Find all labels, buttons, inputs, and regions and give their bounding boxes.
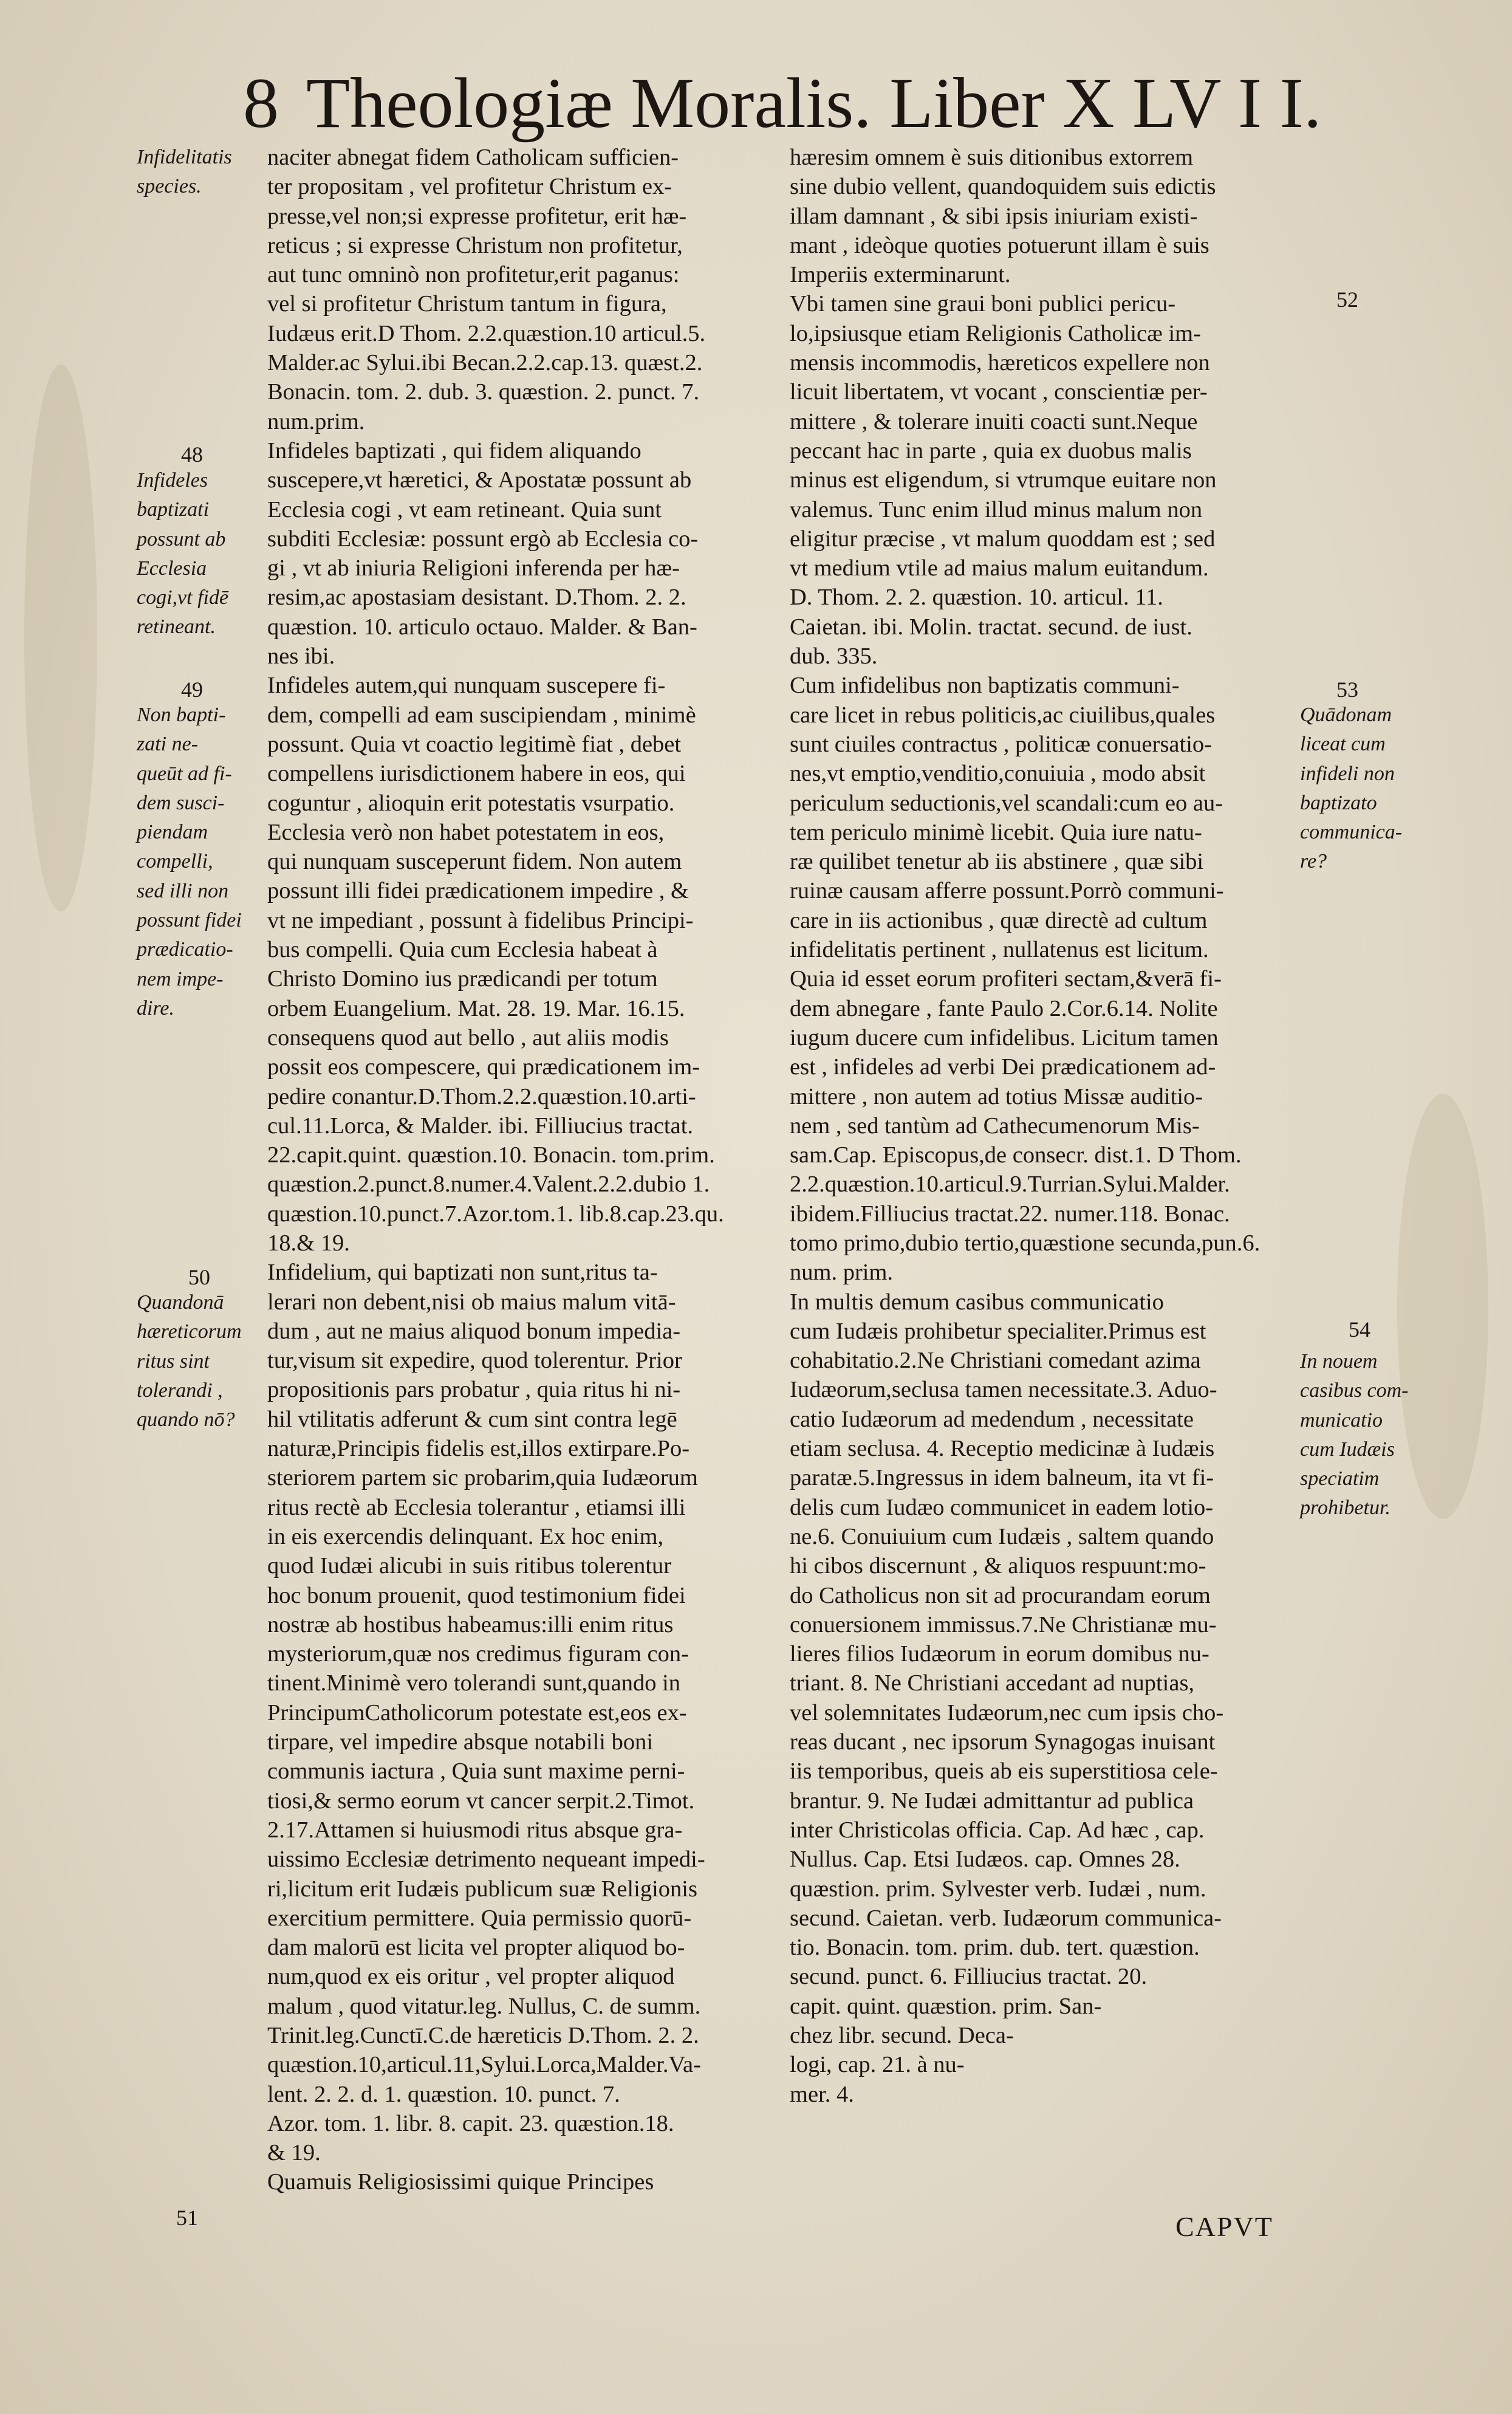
text-line: lieres filios Iudæorum in eorum domibus nu-	[790, 1641, 1209, 1667]
margin-note-line: communica-	[1300, 821, 1403, 844]
margin-note-54	[1300, 1347, 1434, 1523]
margin-note-line: Quādonam	[1300, 704, 1392, 726]
text-line: infidelitatis pertinent , nullatenus est licitum.	[790, 937, 1209, 963]
section-number-50: 50	[188, 1265, 210, 1289]
text-line: Iudæorum,seclusa tamen necessitate.3. Aduo-	[790, 1377, 1217, 1403]
margin-note-line: re?	[1300, 850, 1327, 873]
text-line: suscepere,vt hæretici, & Apostatæ possunt ab	[267, 467, 692, 493]
text-line: quæstion. 10. articulo octauo. Malder. & Ban-	[267, 614, 697, 640]
text-line: iis temporibus, queis ab eis superstitiosa cele-	[790, 1758, 1218, 1785]
text-line: presse,vel non;si expresse profitetur, erit hæ-	[267, 203, 687, 229]
margin-note-line: cum Iudæis	[1300, 1438, 1395, 1461]
page-number: 8	[243, 63, 279, 143]
text-line: ruinæ causam afferre possunt.Porrò communi-	[790, 878, 1224, 904]
text-line: ri,licitum erit Iudæis publicum suæ Religionis	[267, 1876, 697, 1902]
text-line: naturæ,Principis fidelis est,illos extirpare.Po-	[267, 1436, 690, 1462]
text-line: reas ducant , nec ipsorum Synagogas inuisant	[790, 1729, 1216, 1755]
text-line: steriorem partem sic probarim,quia Iudæorum	[267, 1465, 698, 1491]
text-line: tinent.Minimè vero tolerandi sunt,quando in	[267, 1670, 681, 1696]
text-line: uissimo Ecclesiæ detrimento nequeant impedi-	[267, 1847, 705, 1873]
text-line: compellens iurisdictionem habere in eos, qui	[267, 761, 686, 787]
left-text-column	[267, 143, 758, 2197]
text-line: dam malorū est licita vel propter aliquod bo-	[267, 1935, 685, 1961]
text-line: quæstion.10.punct.7.Azor.tom.1. lib.8.cap.23.qu.	[267, 1201, 724, 1227]
text-line: mysteriorum,quæ nos credimus figuram con-	[267, 1641, 689, 1667]
text-line: vel solemnitates Iudæorum,nec cum ipsis cho-	[790, 1699, 1224, 1726]
text-line: quæstion.10,articul.11,Sylui.Lorca,Malder.Va-	[267, 2052, 701, 2078]
text-line: lent. 2. 2. d. 1. quæstion. 10. punct. 7.	[267, 2081, 620, 2107]
text-line: ibidem.Filliucius tractat.22. numer.118. Bonac.	[790, 1201, 1230, 1227]
margin-note-line: retineant.	[137, 616, 216, 639]
text-line: aut tunc omninò non profitetur,erit paganus:	[267, 262, 680, 288]
text-line: hil vtilitatis adferunt & cum sint contra legē	[267, 1406, 677, 1432]
text-line: brantur. 9. Ne Iudæi admittantur ad publica	[790, 1788, 1194, 1814]
text-line: communis iactura , Quia sunt maxime perni-	[267, 1758, 685, 1785]
text-line: delis cum Iudæo communicet in eadem lotio-	[790, 1494, 1214, 1520]
margin-note-line: Non bapti-	[137, 704, 226, 726]
margin-note-line: compelli,	[137, 850, 213, 873]
margin-note-line: Infideles	[137, 469, 208, 492]
margin-note-line: tolerandi ,	[137, 1379, 223, 1402]
section-number-52: 52	[1336, 287, 1358, 312]
running-title: Theologiæ Moralis. Liber X LV I I.	[306, 63, 1322, 143]
text-line: Trinit.leg.Cunctī.C.de hæreticis D.Thom. 2. 2.	[267, 2023, 699, 2048]
right-text-column	[790, 143, 1300, 2109]
section-number-48: 48	[181, 442, 203, 467]
text-line: quæstion.2.punct.8.numer.4.Valent.2.2.dubio 1.	[267, 1171, 710, 1198]
text-line: Quia id esset eorum profiteri sectam,&verā fi-	[790, 966, 1222, 992]
margin-note-line: cogi,vt fidē	[137, 586, 229, 609]
margin-note-line: Quandonā	[137, 1291, 224, 1314]
text-line: triant. 8. Ne Christiani accedant ad nuptias,	[790, 1670, 1195, 1696]
margin-note-line: queūt ad fi-	[137, 762, 232, 785]
text-line: tur,visum sit expedire, quod tolerentur. Prior	[267, 1348, 682, 1374]
text-line: dub. 335.	[790, 643, 878, 670]
text-line: conuersionem immissus.7.Ne Christianæ mu-	[790, 1611, 1217, 1637]
text-line: lo,ipsiusque etiam Religionis Catholicæ im-	[790, 320, 1201, 346]
page-stain	[24, 365, 97, 911]
text-line: pedire conantur.D.Thom.2.2.quæstion.10.arti-	[267, 1083, 696, 1109]
text-line: peccant hac in parte , quia ex duobus malis	[790, 437, 1192, 464]
text-line: tirpare, vel impedire absque notabili boni	[267, 1729, 654, 1755]
text-line: vt ne impediant , possunt à fidelibus Principi-	[267, 907, 694, 933]
margin-note-line: dire.	[137, 996, 175, 1020]
text-line: reticus ; si expresse Christum non profitetur,	[267, 232, 683, 258]
text-line: sine dubio vellent, quandoquidem suis edictis	[790, 174, 1216, 200]
text-line: valemus. Tunc enim illud minus malum non	[790, 496, 1203, 523]
text-line: tem periculo minimè licebit. Quia iure natu-	[790, 819, 1202, 845]
text-line: Infideles baptizati , qui fidem aliquando	[267, 437, 641, 464]
text-line: Christo Domino ius prædicandi per totum	[267, 966, 658, 992]
text-line: lerari non debent,nisi ob maius malum vitā-	[267, 1289, 676, 1315]
text-line: PrincipumCatholicorum potestate est,eos ex-	[267, 1699, 687, 1726]
text-line: 18.& 19.	[267, 1230, 350, 1256]
text-line: hoc bonum prouenit, quod testimonium fidei	[267, 1582, 686, 1608]
text-line: num,quod ex eis oritur , vel propter aliquod	[267, 1964, 675, 1990]
text-line: in eis exercendis delinquant. Ex hoc enim,	[267, 1523, 664, 1549]
text-line: Infidelium, qui baptizati non sunt,ritus ta-	[267, 1260, 658, 1286]
text-line: num. prim.	[790, 1260, 894, 1286]
text-line: ræ quilibet tenetur ab iis abstinere , quæ sibi	[790, 849, 1204, 875]
text-line: D. Thom. 2. 2. quæstion. 10. articul. 11.	[790, 585, 1163, 611]
margin-note-line: zati ne-	[137, 733, 199, 756]
text-line: coguntur , alioquin erit potestatis vsurpatio.	[267, 790, 675, 816]
text-line: resim,ac apostasiam desistant. D.Thom. 2. 2.	[267, 585, 686, 611]
text-line: periculum seductionis,vel scandali:cum eo au-	[790, 790, 1223, 816]
text-line: nem , sed tantùm ad Cathecumenorum Mis-	[790, 1113, 1200, 1139]
margin-note-line: baptizato	[1300, 791, 1377, 814]
text-line: minus est eligendum, si vtrumque euitare non	[790, 467, 1217, 493]
text-line: mittere , non autem ad totius Missæ auditio-	[790, 1083, 1203, 1109]
text-line: Nullus. Cap. Etsi Iudæos. cap. Omnes 28.	[790, 1847, 1180, 1873]
text-line: nes ibi.	[267, 643, 335, 670]
text-line: tio. Bonacin. tom. prim. dub. tert. quæstion.	[790, 1935, 1200, 1961]
text-line: dem, compelli ad eam suscipiendam , minimè	[267, 702, 696, 728]
text-line: Ecclesia verò non habet potestatem in eos,	[267, 819, 665, 845]
text-line: qui nunquam susceperunt fidem. Non autem	[267, 849, 682, 875]
text-line: bus compelli. Quia cum Ecclesia habeat à	[267, 937, 658, 963]
text-line: iugum ducere cum infidelibus. Licitum tamen	[790, 1024, 1219, 1051]
catchword: CAPVT	[1175, 2211, 1273, 2242]
text-line: chez libr. secund. Deca-	[790, 2023, 1014, 2048]
margin-note-line: possunt fidei	[137, 909, 242, 932]
margin-note-line: Infidelitatis	[137, 146, 232, 168]
text-line: cohabitatio.2.Ne Christiani comedant azima	[790, 1348, 1201, 1374]
text-line: Vbi tamen sine graui boni publici pericu-	[790, 291, 1176, 317]
text-line: orbem Euangelium. Mat. 28. 19. Mar. 16.15.	[267, 995, 685, 1021]
margin-note-line: nem impe-	[137, 967, 224, 990]
section-number-54: 54	[1349, 1317, 1370, 1342]
margin-note-line: municatio	[1300, 1408, 1383, 1432]
text-line: dum , aut ne maius aliquod bonum impedia-	[267, 1318, 681, 1344]
text-line: tiosi,& sermo eorum vt cancer serpit.2.Timot.	[267, 1788, 695, 1814]
text-line: tomo primo,dubio tertio,quæstione secunda,pun.6.	[790, 1230, 1261, 1256]
text-line: malum , quod vitatur.leg. Nullus, C. de summ.	[267, 1993, 701, 2019]
text-line: eligitur præcise , vt malum quoddam est ; sed	[790, 526, 1216, 552]
text-line: Infideles autem,qui nunquam suscepere fi-	[267, 673, 666, 699]
text-line: licuit libertatem, vt vocant , conscientiæ per-	[790, 379, 1208, 405]
text-line: inter Christicolas officia. Cap. Ad hæc , cap.	[790, 1817, 1205, 1843]
margin-note-line: possunt ab	[137, 527, 226, 550]
text-line: paratæ.5.Ingressus in idem balneum, ita vt fi-	[790, 1465, 1214, 1491]
text-line: & 19.	[267, 2140, 321, 2166]
margin-note-line: prohibetur.	[1300, 1497, 1391, 1520]
text-line: Cum infidelibus non baptizatis communi-	[790, 673, 1180, 699]
text-line: quæstion. prim. Sylvester verb. Iudæi , num.	[790, 1876, 1206, 1902]
text-line: catio Iudæorum ad medendum , necessitate	[790, 1406, 1194, 1432]
section-number-51: 51	[176, 2206, 198, 2230]
running-header	[243, 58, 1322, 149]
text-line: do Catholicus non sit ad procurandam eorum	[790, 1582, 1211, 1608]
text-line: capit. quint. quæstion. prim. San-	[790, 1993, 1102, 2019]
margin-note-line: liceat cum	[1300, 733, 1386, 756]
text-line: Imperiis exterminarunt.	[790, 262, 1011, 288]
text-line: mittere , & tolerare inuiti coacti sunt.Neque	[790, 408, 1198, 434]
text-line: Quamuis Religiosissimi quique Principes	[267, 2169, 654, 2195]
margin-note-50	[137, 1288, 258, 1435]
section-number-49: 49	[181, 677, 203, 702]
margin-note-line: In nouem	[1300, 1350, 1378, 1373]
text-line: Malder.ac Sylui.ibi Becan.2.2.cap.13. quæst.2.	[267, 350, 703, 376]
text-line: naciter abnegat fidem Catholicam sufficien-	[267, 145, 679, 170]
margin-note-line: species.	[137, 175, 202, 198]
text-line: gi , vt ab iniuria Religioni inferenda per hæ-	[267, 555, 680, 581]
text-line: nes,vt emptio,venditio,conuiuia , modo absit	[790, 761, 1206, 787]
text-line: secund. Caietan. verb. Iudæorum communica-	[790, 1905, 1222, 1931]
margin-note-line: infideli non	[1300, 762, 1395, 785]
text-line: Ecclesia cogi , vt eam retineant. Quia sunt	[267, 496, 662, 523]
text-line: ne.6. Conuiuium cum Iudæis , saltem quando	[790, 1523, 1214, 1549]
text-line: care in iis actionibus , quæ directè ad cultum	[790, 907, 1208, 933]
text-line: quod Iudæi alicubi in suis ritibus tolerentur	[267, 1553, 672, 1579]
text-line: mant , ideòque quoties potuerunt illam è suis	[790, 232, 1209, 258]
text-line: sunt ciuiles contractus , politicæ conuersatio-	[790, 731, 1212, 757]
margin-note-line: prædicatio-	[137, 938, 233, 961]
text-line: hæresim omnem è suis ditionibus extorrem	[790, 145, 1194, 170]
text-line: secund. punct. 6. Filliucius tractat. 20.	[790, 1964, 1148, 1990]
text-line: subditi Ecclesiæ: possunt ergò ab Ecclesia co-	[267, 526, 699, 552]
margin-note-line: ritus sint	[137, 1349, 210, 1373]
text-line: 2.2.quæstion.10.articul.9.Turrian.Sylui.Malder.	[790, 1171, 1230, 1198]
text-line: Iudæus erit.D Thom. 2.2.quæstion.10 articul.5.	[267, 320, 706, 346]
text-line: hi cibos discernunt , & aliquos respuunt:mo-	[790, 1553, 1206, 1579]
text-line: In multis demum casibus communicatio	[790, 1289, 1164, 1315]
margin-note-48	[137, 466, 258, 642]
text-line: ter propositam , vel profitetur Christum ex-	[267, 174, 672, 200]
text-line: possunt. Quia vt coactio legitimè fiat , debet	[267, 731, 682, 757]
text-line: Caietan. ibi. Molin. tractat. secund. de iust.	[790, 614, 1192, 640]
margin-note-line: Ecclesia	[137, 557, 207, 580]
text-line: vt medium vtile ad maius malum euitandum.	[790, 555, 1209, 581]
text-line: possit eos compescere, qui prædicationem im-	[267, 1054, 700, 1080]
margin-note-line: baptizati	[137, 498, 210, 521]
text-line: etiam seclusa. 4. Receptio medicinæ à Iudæis	[790, 1436, 1215, 1462]
margin-note-line: sed illi non	[137, 879, 229, 902]
text-line: propositionis pars probatur , quia ritus hi ni-	[267, 1377, 681, 1403]
text-line: 2.17.Attamen si huiusmodi ritus absque gra-	[267, 1817, 683, 1843]
margin-note-infidelitatis-species	[137, 143, 258, 202]
margin-note-line: dem susci-	[137, 791, 225, 814]
margin-note-line: speciatim	[1300, 1467, 1380, 1490]
text-line: num.prim.	[267, 408, 365, 434]
margin-note-49	[137, 701, 258, 1023]
text-line: vel si profitetur Christum tantum in figura,	[267, 291, 667, 317]
text-line: 22.capit.quint. quæstion.10. Bonacin. tom.prim.	[267, 1142, 715, 1168]
text-line: consequens quod aut bello , aut aliis modis	[267, 1024, 669, 1051]
margin-note-line: piendam	[137, 821, 208, 844]
margin-note-line: hæreticorum	[137, 1320, 242, 1343]
text-line: dem abnegare , fante Paulo 2.Cor.6.14. Nolite	[790, 995, 1218, 1021]
margin-note-line: quando nō?	[137, 1408, 235, 1432]
text-line: exercitium permittere. Quia permissio quorū-	[267, 1905, 692, 1931]
text-line: care licet in rebus politicis,ac ciuilibus,quales	[790, 702, 1216, 728]
text-line: est , infideles ad verbi Dei prædicationem ad-	[790, 1054, 1216, 1080]
text-line: possunt illi fidei prædicationem impedire , &	[267, 878, 689, 904]
text-line: mer. 4.	[790, 2081, 854, 2107]
text-line: ritus rectè ab Ecclesia tolerantur , etiamsi illi	[267, 1494, 686, 1520]
margin-note-line: casibus com-	[1300, 1379, 1409, 1402]
text-line: sam.Cap. Episcopus,de consecr. dist.1. D Thom.	[790, 1142, 1242, 1168]
text-line: logi, cap. 21. à nu-	[790, 2052, 965, 2078]
text-line: cul.11.Lorca, & Malder. ibi. Filliucius tractat.	[267, 1113, 694, 1139]
section-number-53: 53	[1336, 677, 1358, 702]
text-line: mensis incommodis, hæreticos expellere non	[790, 350, 1210, 376]
text-line: cum Iudæis prohibetur specialiter.Primus est	[790, 1318, 1206, 1344]
text-line: nostræ ab hostibus habeamus:illi enim ritus	[267, 1611, 674, 1637]
text-line: Bonacin. tom. 2. dub. 3. quæstion. 2. punct. 7.	[267, 379, 700, 405]
text-line: illam damnant , & sibi ipsis iniuriam existi-	[790, 203, 1198, 229]
text-line: Azor. tom. 1. libr. 8. capit. 23. quæstion.18.	[267, 2110, 674, 2136]
margin-note-53	[1300, 701, 1434, 877]
